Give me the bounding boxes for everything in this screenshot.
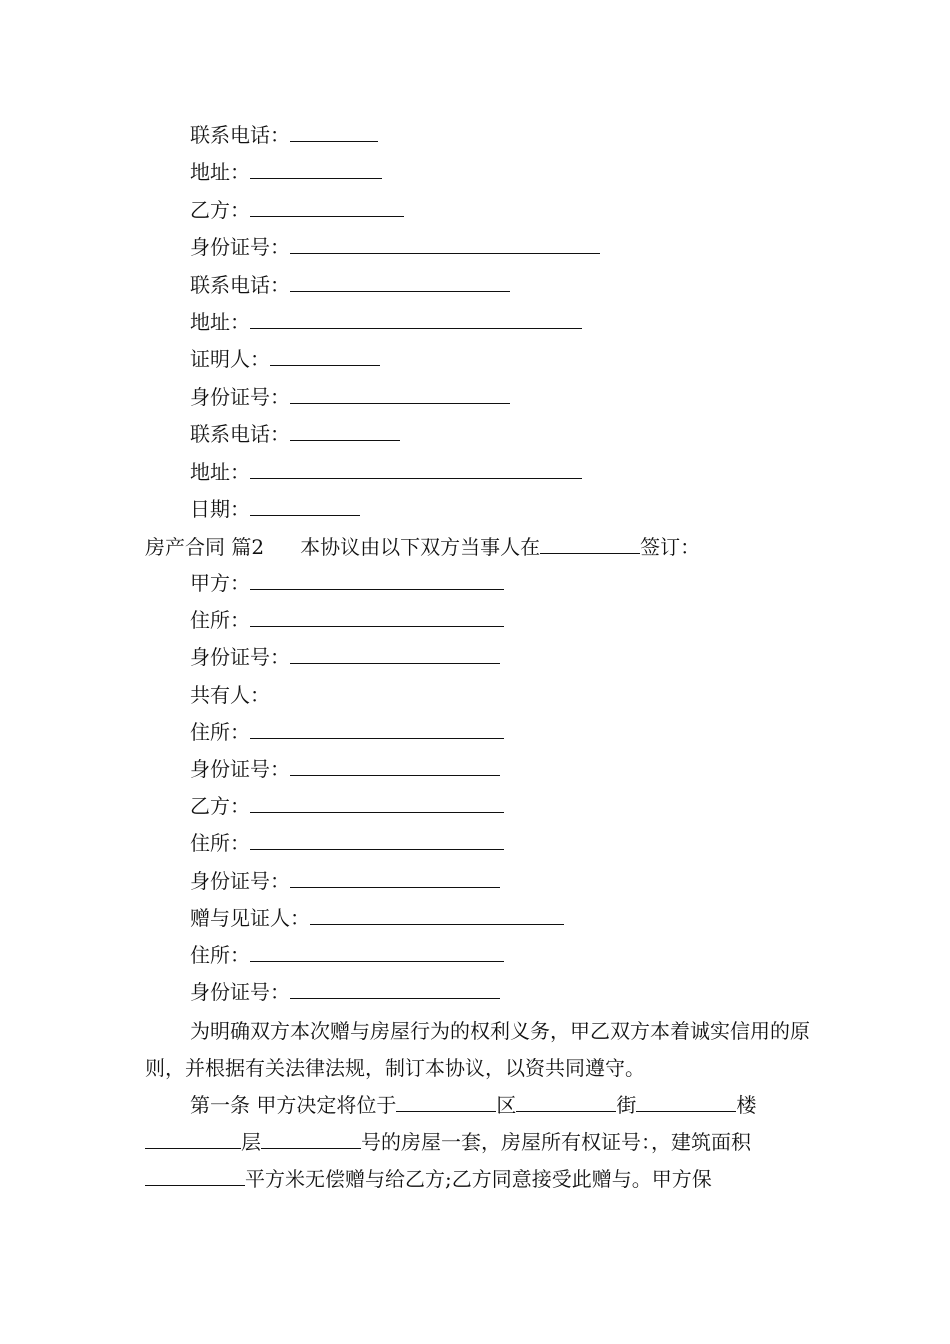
- field-label: 联系电话：: [190, 422, 290, 447]
- area-blank[interactable]: [145, 1167, 245, 1186]
- field-label: 住所：: [190, 831, 250, 856]
- form-line: [190, 755, 500, 783]
- intro-paragraph: 为明确双方本次赠与房屋行为的权利义务，甲乙双方本着诚实信用的原则，并根据有关法律法规，制订本协议，以资共同遵守。: [145, 1019, 810, 1080]
- contract-intro-before: 本协议由以下双方当事人在: [300, 535, 541, 559]
- form-line: [190, 158, 382, 186]
- fill-in-blank[interactable]: [290, 867, 500, 888]
- fill-in-blank[interactable]: [290, 755, 500, 776]
- field-label: 乙方：: [190, 794, 250, 819]
- fill-in-blank[interactable]: [290, 420, 400, 441]
- field-label: 地址：: [190, 160, 250, 185]
- fill-in-blank[interactable]: [290, 643, 500, 664]
- fill-in-blank[interactable]: [290, 233, 600, 254]
- field-label: 身份证号：: [190, 868, 290, 893]
- field-label: 联系电话：: [190, 272, 290, 297]
- fill-in-blank[interactable]: [250, 495, 360, 516]
- form-line: [190, 271, 510, 299]
- fill-in-blank[interactable]: [250, 308, 582, 329]
- article-1-paragraph: [145, 1087, 810, 1198]
- signing-place-blank[interactable]: [540, 533, 640, 554]
- contract-heading-row: [145, 533, 700, 561]
- field-label: 身份证号：: [190, 235, 290, 260]
- contract-title: 房产合同 篇2: [145, 535, 265, 559]
- contract-intro-after: 签订：: [640, 535, 701, 559]
- form-line: [190, 383, 510, 411]
- field-label: 身份证号：: [190, 980, 290, 1005]
- field-label: 乙方：: [190, 197, 250, 222]
- fill-in-blank[interactable]: [250, 569, 504, 590]
- fill-in-blank[interactable]: [250, 458, 582, 479]
- fill-in-blank[interactable]: [290, 271, 510, 292]
- fill-in-blank[interactable]: [290, 978, 500, 999]
- floor-blank[interactable]: [145, 1130, 241, 1149]
- fill-in-blank[interactable]: [250, 829, 504, 850]
- article-1-text-3: 街: [616, 1093, 637, 1117]
- article-1-text-2: 区: [496, 1093, 517, 1117]
- field-label: 联系电话：: [190, 123, 290, 147]
- form-line: [190, 308, 582, 336]
- field-label: 住所：: [190, 719, 250, 744]
- fill-in-blank[interactable]: [250, 606, 504, 627]
- form-line: [190, 495, 360, 523]
- street-blank[interactable]: [516, 1093, 616, 1112]
- form-line: [190, 196, 404, 224]
- field-label: 身份证号：: [190, 645, 290, 670]
- article-1-text-1: 第一条 甲方决定将位于: [190, 1093, 397, 1117]
- form-line: [190, 792, 504, 820]
- fill-in-blank[interactable]: [290, 121, 378, 142]
- article-1-text-4: 楼: [736, 1093, 757, 1117]
- form-line: [190, 420, 400, 448]
- field-label: 证明人：: [190, 347, 270, 372]
- form-line: [190, 233, 600, 261]
- form-line: [190, 458, 582, 486]
- field-label: 住所：: [190, 943, 250, 967]
- fill-in-blank[interactable]: [310, 904, 564, 925]
- fill-in-blank[interactable]: [250, 941, 504, 962]
- form-line: [190, 643, 500, 671]
- article-1-text-6: 号的房屋一套，房屋所有权证号：，建筑面积: [361, 1130, 751, 1154]
- fill-in-blank[interactable]: [290, 383, 510, 404]
- room-number-blank[interactable]: [261, 1130, 361, 1149]
- fill-in-blank[interactable]: [250, 718, 504, 739]
- form-line: [190, 904, 564, 932]
- form-line: [190, 345, 380, 373]
- form-line: [190, 829, 504, 857]
- form-line: [190, 867, 500, 895]
- article-1-text-5: 层: [241, 1130, 261, 1154]
- form-line: [190, 978, 500, 1006]
- building-blank[interactable]: [636, 1093, 736, 1112]
- field-label: 地址：: [190, 459, 250, 484]
- field-label: 地址：: [190, 310, 250, 334]
- form-line: [190, 121, 378, 149]
- form-line: [190, 718, 504, 746]
- field-label: 日期：: [190, 497, 250, 521]
- field-label: 甲方：: [190, 571, 250, 595]
- form-line: [190, 606, 504, 634]
- form-line: [190, 681, 270, 709]
- field-label: 住所：: [190, 608, 250, 633]
- fill-in-blank[interactable]: [250, 158, 382, 179]
- fill-in-blank[interactable]: [270, 345, 380, 366]
- form-line: [190, 941, 504, 969]
- article-1-text-7: 平方米无偿赠与给乙方;乙方同意接受此赠与。甲方保: [245, 1167, 712, 1191]
- field-label: 身份证号：: [190, 757, 290, 781]
- district-blank[interactable]: [396, 1093, 496, 1112]
- field-label: 赠与见证人：: [190, 905, 310, 930]
- field-label: 共有人：: [190, 682, 270, 707]
- field-label: 身份证号：: [190, 384, 290, 409]
- fill-in-blank[interactable]: [250, 196, 404, 217]
- fill-in-blank[interactable]: [250, 792, 504, 813]
- form-line: [190, 569, 504, 597]
